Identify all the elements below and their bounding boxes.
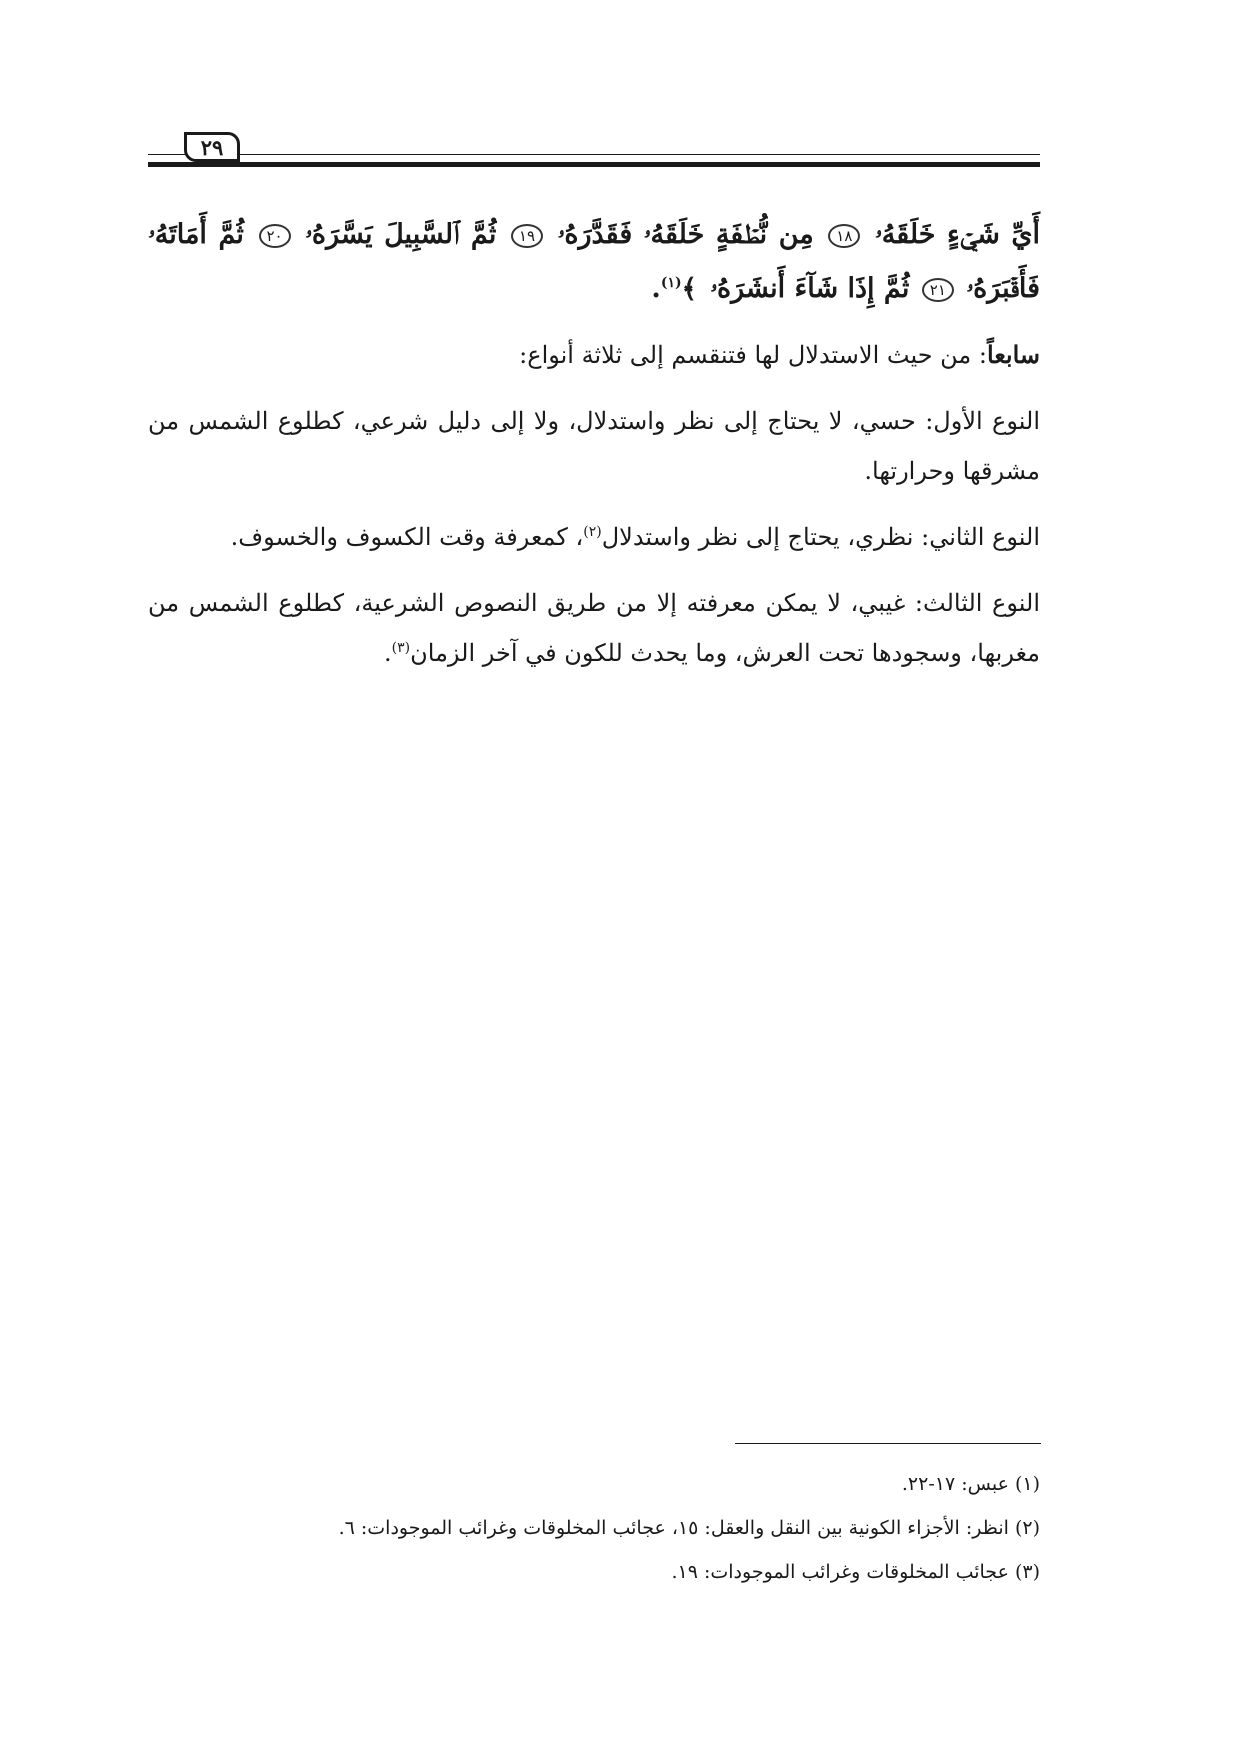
type3-text-a: النوع الثالث: غيبي، لا يمكن معرفته إلا من طريق النصوص الشرعية، كطلوع الشمس من مغربها، وسجودها تحت العرش، وما يحدث للكون في آخر الزمان — [148, 589, 1040, 667]
footnote-ref-1: (١) — [660, 275, 682, 291]
type2-text-b: ، كمعرفة وقت الكسوف والخسوف. — [230, 523, 584, 551]
footnote-2: (٢) انظر: الأجزاء الكونية بين النقل والعقل: ١٥، عجائب المخلوقات وغرائب الموجودات: ٦. — [338, 1517, 1040, 1539]
footnote-ref-3: (٣) — [391, 640, 411, 656]
verse-part-5: ثُمَّ إِذَا شَآءَ أَنشَرَهُۥ — [710, 273, 910, 304]
verse-part-1: أَيِّ شَيۡءٍ خَلَقَهُۥ — [874, 219, 1041, 250]
footnote-ref-2: (٢) — [583, 524, 602, 540]
verse-part-2: مِن نُّطۡفَةٍ خَلَقَهُۥ فَقَدَّرَهُۥ — [557, 219, 814, 250]
paragraph-type-1 — [148, 396, 1040, 496]
verse-part-4: ثُمَّ أَمَاتَهُۥ فَأَقۡبَرَهُۥ — [148, 219, 1040, 304]
verse-part-3: ثُمَّ ٱلسَّبِيلَ يَسَّرَهُۥ — [305, 219, 497, 250]
footnote-1: (١) عبس: ١٧-٢٢. — [901, 1473, 1040, 1495]
paragraph-type-3 — [148, 578, 1040, 678]
footnote-separator — [735, 1443, 1041, 1444]
paragraph-type-2 — [148, 512, 1040, 562]
type1-text: النوع الأول: حسي، لا يحتاج إلى نظر واستدلال، ولا إلى دليل شرعي، كطلوع الشمس من مشرقها وحرارتها. — [148, 407, 1040, 485]
type2-text-a: النوع الثاني: نظري، يحتاج إلى نظر واستدلال — [601, 523, 1040, 551]
seventh-text: : من حيث الاستدلال لها فتنقسم إلى ثلاثة أنواع: — [519, 341, 987, 369]
verse-number-21: ٢١ — [922, 278, 954, 302]
verse-tail: . — [651, 273, 661, 304]
quran-verse — [148, 208, 1040, 316]
page-header — [148, 126, 1040, 170]
header-thin-rule — [148, 154, 1040, 155]
page-number-badge — [184, 132, 240, 162]
verse-number-18: ١٨ — [828, 224, 860, 248]
verse-number-19: ١٩ — [511, 224, 543, 248]
verse-number-20: ٢٠ — [259, 224, 291, 248]
footnotes — [148, 1462, 1040, 1594]
main-content — [148, 208, 1040, 694]
page-number: ٢٩ — [200, 134, 224, 160]
footnote-3: (٣) عجائب المخلوقات وغرائب الموجودات: ١٩. — [671, 1561, 1040, 1583]
header-thick-rule — [148, 162, 1040, 167]
seventh-lead: سابعاً — [987, 340, 1040, 369]
paragraph-seventh — [148, 330, 1040, 380]
type3-text-b: . — [384, 639, 392, 667]
verse-end-ornament: ﴾ — [681, 274, 697, 304]
